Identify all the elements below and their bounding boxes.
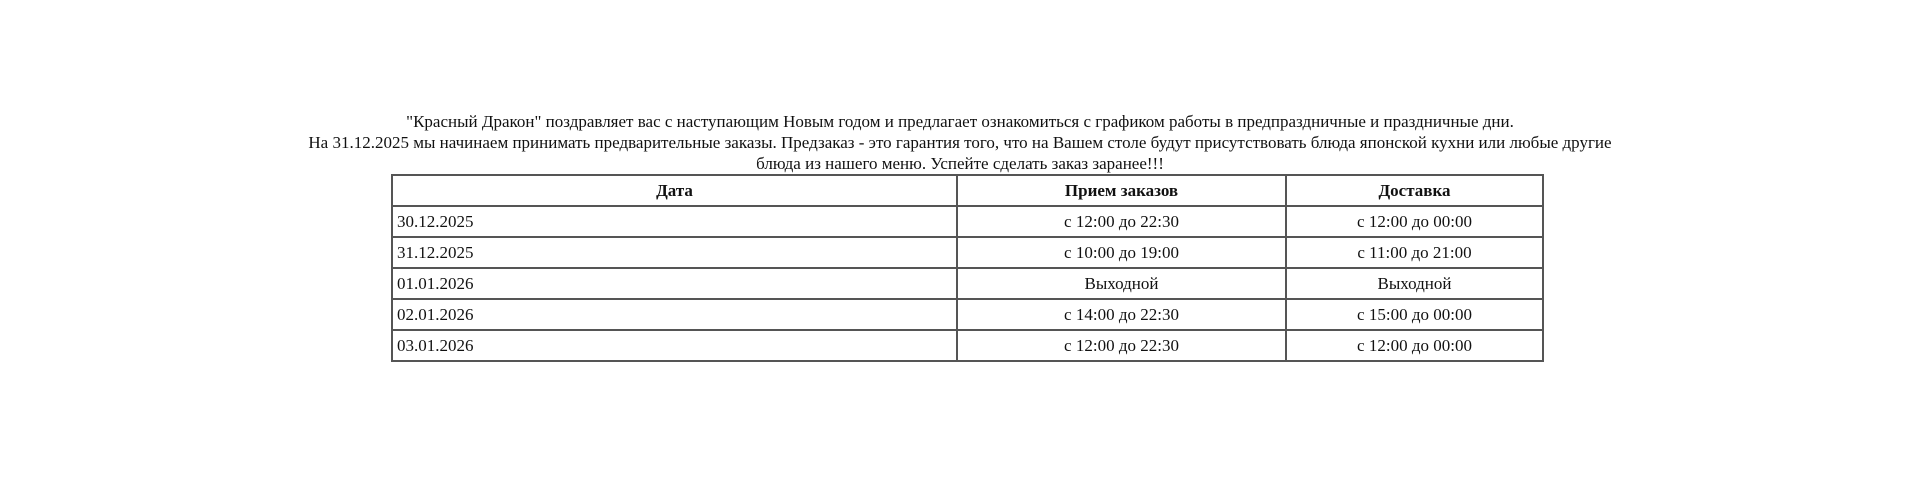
column-header-delivery: Доставка — [1286, 175, 1543, 206]
table-row — [392, 299, 1543, 330]
orders-hours-cell: с 12:00 до 22:30 — [957, 330, 1286, 361]
column-header-orders: Прием заказов — [957, 175, 1286, 206]
table-row — [392, 206, 1543, 237]
announcement-line-2: На 31.12.2025 мы начинаем принимать предварительные заказы. Предзаказ - это гарантия того, что на Вашем столе будут присутствовать блюда японской кухни или любые другие — [308, 133, 1612, 152]
date-cell: 30.12.2025 — [392, 206, 957, 237]
date-cell: 02.01.2026 — [392, 299, 957, 330]
table-row — [392, 237, 1543, 268]
delivery-hours-cell: с 15:00 до 00:00 — [1286, 299, 1543, 330]
holiday-announcement — [240, 111, 1680, 174]
orders-hours-cell: Выходной — [957, 268, 1286, 299]
table-row — [392, 268, 1543, 299]
delivery-hours-cell: с 11:00 до 21:00 — [1286, 237, 1543, 268]
orders-hours-cell: с 14:00 до 22:30 — [957, 299, 1286, 330]
date-cell: 31.12.2025 — [392, 237, 957, 268]
orders-hours-cell: с 10:00 до 19:00 — [957, 237, 1286, 268]
table-header-row — [392, 175, 1543, 206]
holiday-schedule-table — [391, 174, 1544, 362]
column-header-date: Дата — [392, 175, 957, 206]
delivery-hours-cell: с 12:00 до 00:00 — [1286, 330, 1543, 361]
date-cell: 01.01.2026 — [392, 268, 957, 299]
delivery-hours-cell: Выходной — [1286, 268, 1543, 299]
announcement-line-1: "Красный Дракон" поздравляет вас с наступающим Новым годом и предлагает ознакомиться с графиком работы в предпраздничные и праздничные дни. — [406, 112, 1514, 131]
delivery-hours-cell: с 12:00 до 00:00 — [1286, 206, 1543, 237]
announcement-line-3: блюда из нашего меню. Успейте сделать заказ заранее!!! — [756, 154, 1164, 173]
table-row — [392, 330, 1543, 361]
date-cell: 03.01.2026 — [392, 330, 957, 361]
orders-hours-cell: с 12:00 до 22:30 — [957, 206, 1286, 237]
